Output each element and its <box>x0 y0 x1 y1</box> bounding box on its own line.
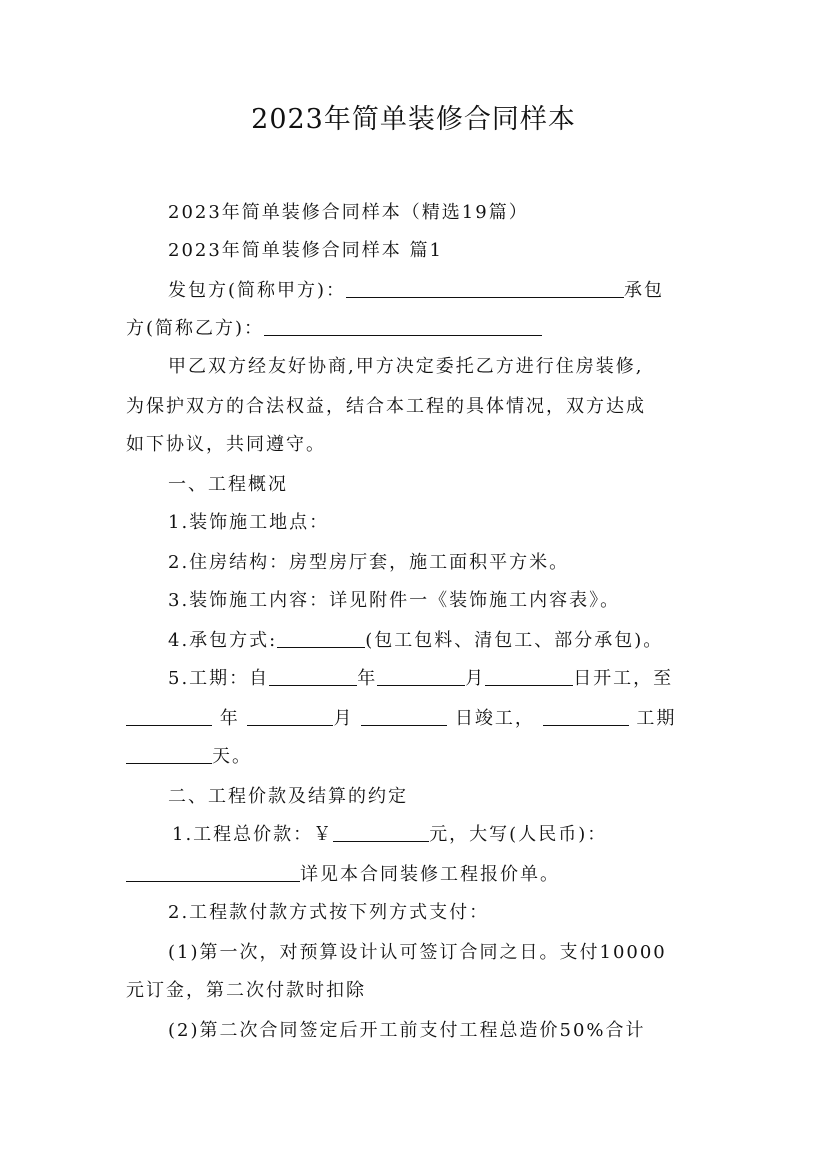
price-blank <box>333 823 429 842</box>
start-month-label: 月 <box>465 668 486 689</box>
item-3: 3.装饰施工内容：详见附件一《装饰施工内容表》。 <box>168 590 621 611</box>
payment-1-line-1: (1)第一次，对预算设计认可签订合同之日。支付10000 <box>168 942 667 963</box>
price-yuan-label: 元，大写(人民币)： <box>429 824 608 845</box>
document-subtitle: 2023年简单装修合同样本（精选19篇） <box>168 202 529 223</box>
start-year-label: 年 <box>357 668 378 689</box>
end-month-blank <box>247 707 333 726</box>
payment-2-line-1: (2)第二次合同签定后开工前支付工程总造价50%合计 <box>168 1020 646 1041</box>
payment-method: 2.工程款付款方式按下列方式支付： <box>168 902 490 923</box>
party-b-label-part2: 方(简称乙方)： <box>126 318 265 339</box>
party-a-label: 发包方(简称甲方)： <box>168 280 347 301</box>
item-2: 2.住房结构：房型房厅套，施工面积平方米。 <box>168 552 570 573</box>
payment-1-line-2: 元订金，第二次付款时扣除 <box>126 980 366 1001</box>
item-4-blank <box>277 629 365 648</box>
section-heading: 2023年简单装修合同样本 篇1 <box>168 240 443 261</box>
price-line <box>172 822 607 848</box>
end-month-label: 月 <box>333 708 354 729</box>
start-day-blank <box>485 667 573 686</box>
party-a-blank <box>346 279 624 298</box>
intro-line-2: 为保护双方的合法权益，结合本工程的具体情况，双方达成 <box>126 396 646 417</box>
end-day-blank <box>361 707 447 726</box>
days-label: 天。 <box>212 746 252 767</box>
start-year-blank <box>269 667 357 686</box>
completion-label: 日竣工， <box>454 708 535 729</box>
section-1-heading: 一、工程概况 <box>168 474 288 495</box>
item-5-line-3 <box>126 744 252 770</box>
item-5-line-2 <box>126 706 676 732</box>
item-5-line-1 <box>168 666 673 692</box>
price-ref: 详见本合同装修工程报价单。 <box>300 864 560 885</box>
item-5-from: 5.工期：自 <box>168 668 270 689</box>
intro-line-3: 如下协议，共同遵守。 <box>126 434 326 455</box>
end-year-label: 年 <box>219 708 240 729</box>
party-b-label-part1: 承包 <box>624 280 665 301</box>
document-title: 2023年简单装修合同样本 <box>251 104 576 135</box>
party-a-line <box>168 278 664 304</box>
intro-line-1: 甲乙双方经友好协商,甲方决定委托乙方进行住房装修, <box>168 356 644 377</box>
item-4-label: 4.承包方式: <box>168 630 278 651</box>
end-year-blank <box>126 707 212 726</box>
duration-blank <box>543 707 629 726</box>
price-uppercase-blank <box>126 863 300 882</box>
duration-label: 工期 <box>636 708 677 729</box>
price-label: 1.工程总价款：￥ <box>172 824 334 845</box>
start-work-label: 日开工，至 <box>573 668 674 689</box>
section-2-heading: 二、工程价款及结算的约定 <box>168 786 408 807</box>
days-blank <box>126 745 212 764</box>
price-ref-line <box>126 862 560 888</box>
party-b-line <box>126 316 542 342</box>
party-b-blank <box>264 317 542 336</box>
item-4-options: (包工包料、清包工、部分承包)。 <box>365 630 664 651</box>
item-4 <box>168 628 663 654</box>
start-month-blank <box>377 667 465 686</box>
item-1: 1.装饰施工地点： <box>168 512 330 533</box>
